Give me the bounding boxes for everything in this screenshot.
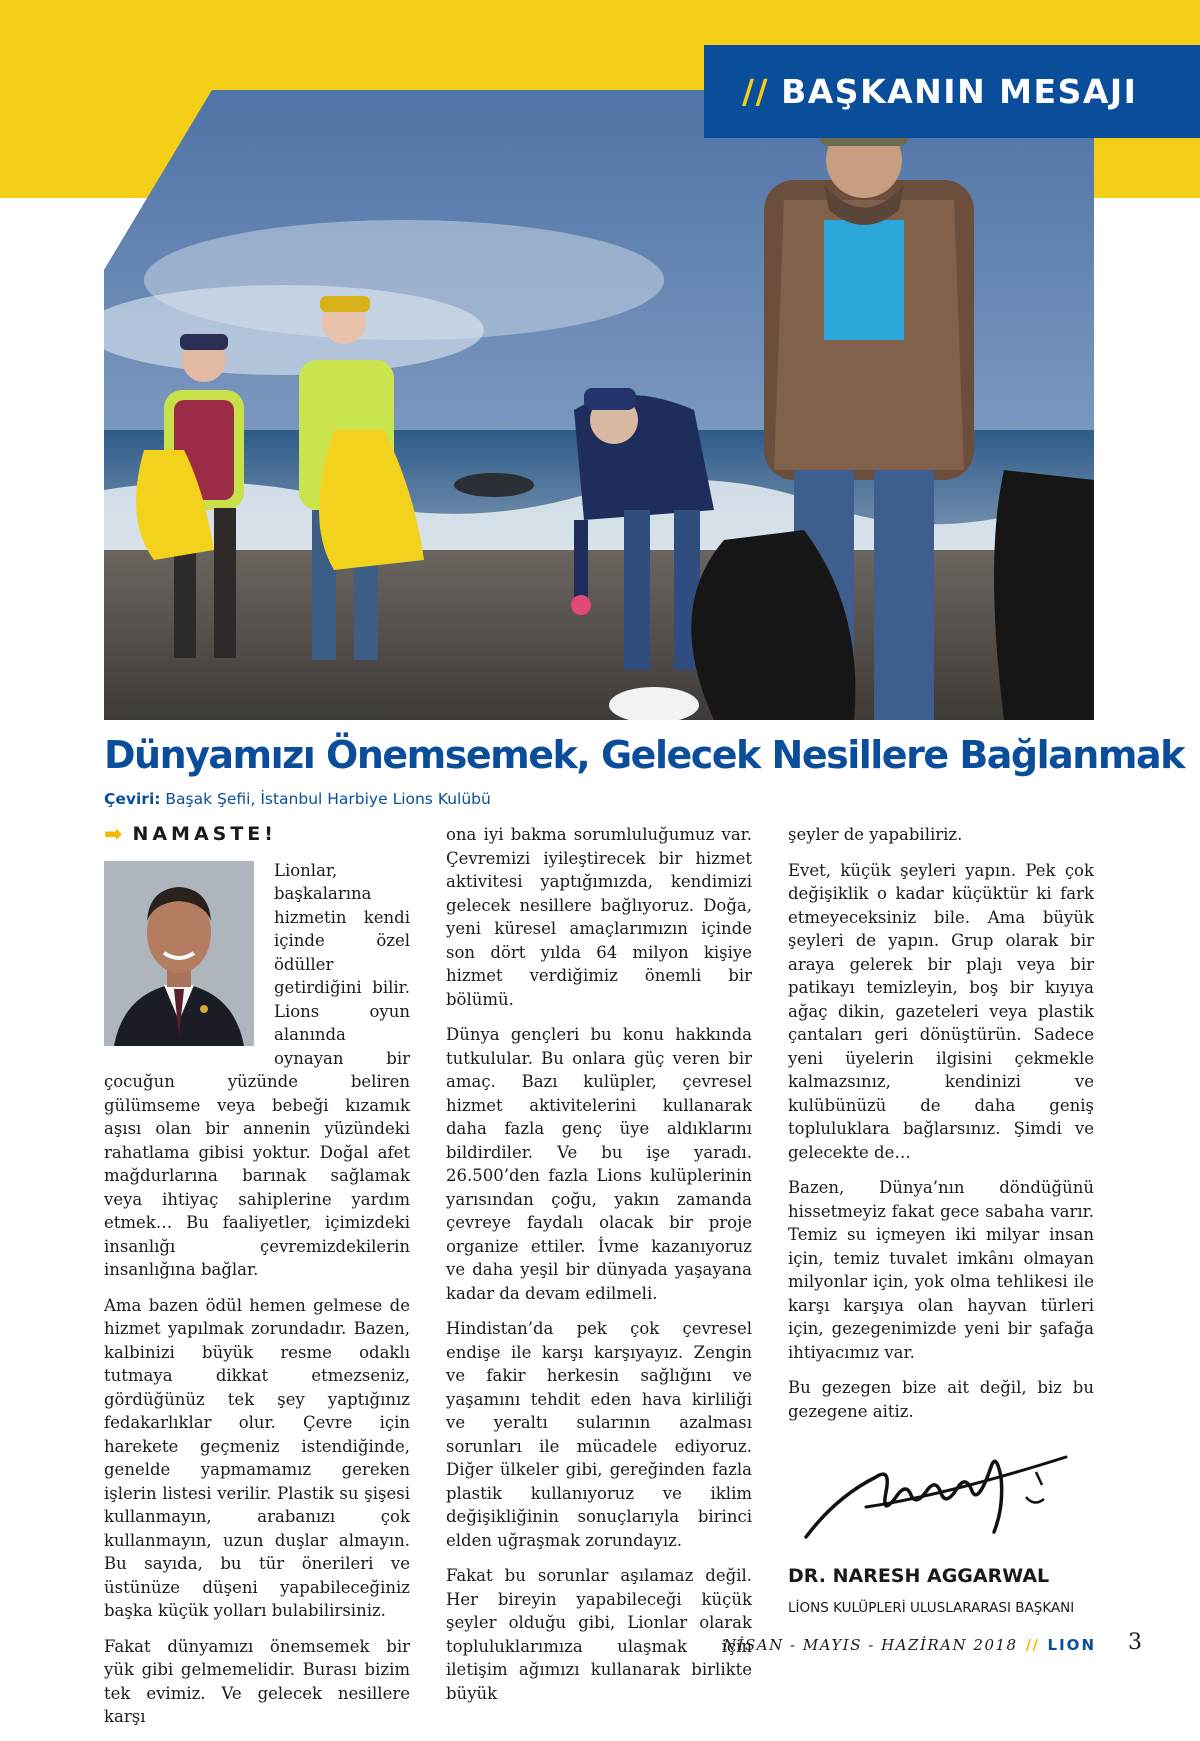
page-number: 3 xyxy=(1128,1630,1142,1655)
magazine-name: LION xyxy=(1047,1636,1096,1654)
article-column-3 xyxy=(788,823,1094,1620)
paragraph-8: Bazen, Dünya’nın döndüğünü hissetmeyiz fakat gece sabaha varır. Temiz su içmeyen iki milyar insan için, temiz tuvalet imkânı olmayan milyonlar için, yok olma tehlikesi ile karşı karşıya olan hayvan türleri için, gezegenimizde yeni bir şafağa ihtiyacımız var. xyxy=(788,1178,1094,1362)
paragraph-5: Hindistan’da pek çok çevresel endişe ile karşı karşıyayız. Zengin ve fakir herkesin sağlığını ve yaşamını tehdit eden hava kirliliği ve yeraltı sularının azalması sorunları ile mücadele ediyoruz. Diğer ülkeler gibi, gereğinden fazla plastik kullanıyoruz ve iklim değişikliğinin sonuçlarıyla birinci elden uğraşmak zorundayız. xyxy=(446,1319,752,1550)
paragraph-3-part-1: Fakat dünyamızı önemsemek bir yük gibi gelmemelidir. Burası bizim tek evimiz. Ve gelecek nesillere karşı xyxy=(104,1636,410,1726)
translator-credit xyxy=(104,790,491,808)
paragraph-6-part-2: şeyler de yapabiliriz. xyxy=(788,825,963,844)
article-column-2 xyxy=(446,823,752,1717)
arrow-right-icon: ➡ xyxy=(104,822,123,847)
section-tab xyxy=(704,45,1200,138)
greeting-text: NAMASTE! xyxy=(132,823,277,845)
paragraph-1 xyxy=(104,859,410,1282)
paragraph-1-text: Lionlar, başkalarına hizmetin kendi içinde özel ödüller getirdiğini bilir. Lions oyun alanında oynayan bir çocuğun yüzünde beliren gülümseme veya bebeği kızamık aşısı olan bir annenin yüzündeki rahatlama gibisi yoktur. Doğal afet mağdurlarına barınak sağlamak veya ihtiyaç sahiplerine yardım etmek… Bu faaliyetler, içimizdeki insanlığı çevremizdekilerin insanlığına bağlar. xyxy=(104,860,410,1279)
greeting xyxy=(104,823,410,847)
page-footer xyxy=(723,1636,1096,1654)
author-title: LİONS KULÜPLERİ ULUSLARARASI BAŞKANI xyxy=(788,1599,1075,1616)
issue-date: NİSAN - MAYIS - HAZİRAN 2018 xyxy=(722,1636,1018,1654)
paragraph-9: Bu gezegen bize ait değil, biz bu gezegene aitiz. xyxy=(788,1378,1094,1421)
paragraph-3-part-2: ona iyi bakma sorumluluğumuz var. Çevremizi iyileştirecek bir hizmet aktivitesi yaptığımızda, kendimizi gelecek nesillere bağlıyoruz. Doğa, yeni küresel amaçlarımızın içinde son dört yılda 64 milyon kişiye hizmet verdiğimiz önemli bir bölümü. xyxy=(446,825,752,1009)
paragraph-6-part-1: Fakat bu sorunlar aşılamaz değil. Her bireyin yapabileceği küçük şeyler olduğu gibi, Lionlar olarak topluluklarımıza ulaşmak için iletişim ağımızı kullanarak birlikte büyük xyxy=(446,1566,752,1703)
author-signature xyxy=(796,1437,1096,1547)
paragraph-7: Evet, küçük şeyleri yapın. Pek çok değişiklik o kadar küçüktür ki fark etmeyeceksiniz bile. Ama büyük şeyleri de yapın. Grup olarak bir araya gelerek bir plajı veya bir patikayı temizleyin, boş bir kıyıya ağaç dikin, gazeteleri veya plastik çantaları geri dönüştürün. Sadece yeni üyelerin ilgisini çekmekle kalmazsınız, kendinizi ve kulübünüzü de daha geniş topluluklara bağlarsınız. Şimdi ve gelecekte de… xyxy=(788,860,1094,1162)
paragraph-4: Dünya gençleri bu konu hakkında tutkulular. Bu onlara güç veren bir amaç. Bazı kulüpler, çevresel hizmet aktivitelerini kullanarak daha fazla genç üye aldıklarını bildirdiler. Ve bu işe yaradı. 26.500’den fazla Lions kulüplerinin yarısından çoğu, yakın zamanda çevreye faydalı olacak bir proje organize ettiler. İvme kazanıyoruz ve daha yeşil bir dünyada yaşayana kadar da devam edilmeli. xyxy=(446,1025,752,1303)
article-column-1 xyxy=(104,823,410,1741)
signature-illustration xyxy=(796,1437,1096,1547)
translator-label: Çeviri: xyxy=(104,790,161,808)
hero-photo-beach-cleanup xyxy=(104,90,1094,720)
paragraph-2: Ama bazen ödül hemen gelmese de hizmet yapılmak zorundadır. Bazen, kalbinizi büyük resme odaklı tutmaya dikkat etmezseniz, gördüğünüz tek şey yaptığınız fedakarlıklar olur. Çevre için harekete geçmeniz istendiğinde, genelde yapmamamız gereken işlerin listesi verilir. Plastik su şişesi kullanmayın, arabanızı çok kullanmayın, uzun duşlar almayın. Bu sayıda, bu tür önerileri ve üstünüze düşeni yapabileceğiniz başka küçük yolları bulabilirsiniz. xyxy=(104,1295,410,1620)
article-title: Dünyamızı Önemsemek, Gelecek Nesillere Bağlanmak xyxy=(104,733,1184,777)
section-title: BAŞKANIN MESAJI xyxy=(781,72,1138,111)
section-slashes: // xyxy=(742,72,770,111)
beach-cleanup-illustration xyxy=(104,90,1094,720)
footer-slashes: // xyxy=(1025,1636,1040,1654)
author-portrait-illustration xyxy=(104,861,254,1046)
translator-name: Başak Şefii, İstanbul Harbiye Lions Kulübü xyxy=(165,790,491,808)
author-name: DR. NARESH AGGARWAL xyxy=(788,1565,1050,1587)
author-portrait xyxy=(104,861,254,1046)
